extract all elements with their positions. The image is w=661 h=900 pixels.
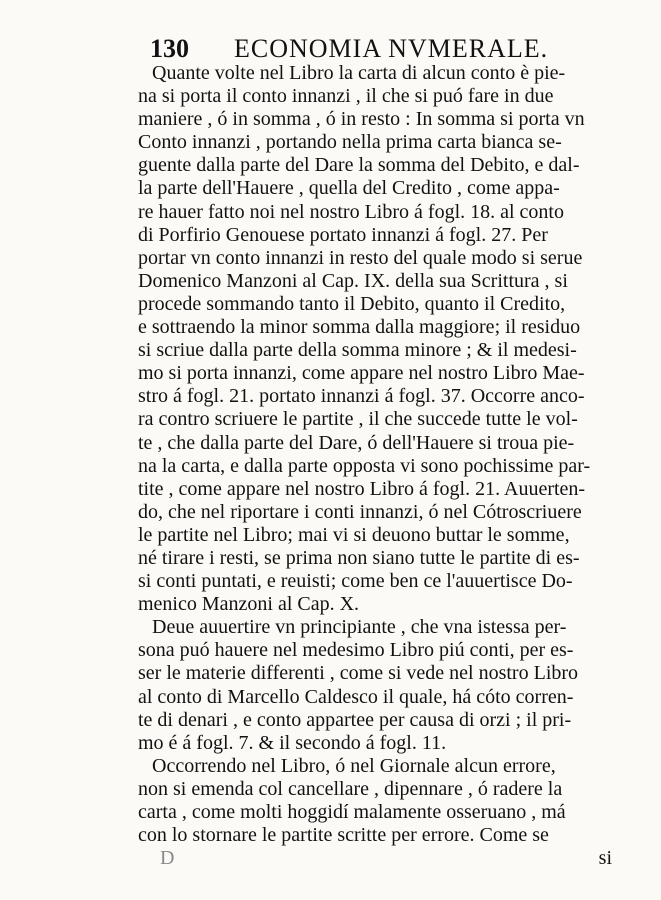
text-line: stro á fogl. 21. portato innanzi á fogl. 37. Occorre anco- — [138, 385, 585, 408]
text-line: carta , come molti hoggidí malamente osseruano , má — [138, 801, 566, 823]
text-line: te , che dalla parte del Dare, ó dell'Hauere si troua pie- — [138, 431, 575, 454]
text-line: ra contro scriuere le partite , il che succede tutte le vol- — [138, 408, 578, 431]
text-line: né tirare i resti, se prima non siano tutte le partite di es- — [138, 546, 580, 569]
text-line: mo si porta innanzi, come appare nel nostro Libro Mae- — [138, 362, 585, 385]
text-line: si scriue dalla parte della somma minore ; & il medesi- — [138, 339, 577, 362]
text-line: na si porta il conto innanzi , il che si puó fare in due — [138, 85, 554, 108]
text-line: Deue auuertire vn principiante , che vna istessa per- — [152, 616, 567, 639]
text-line: do, che nel riportare i conti innanzi, ó nel Cótroscriuere — [138, 500, 582, 523]
text-line: si conti puntati, e reuisti; come ben ce l'auuertisce Do- — [138, 570, 573, 593]
text-line: te di denari , e conto appartee per causa di orzi ; il pri- — [138, 708, 572, 731]
text-line: Conto innanzi , portando nella prima carta bianca se- — [138, 131, 562, 154]
text-line: sona puó hauere nel medesimo Libro piú conti, per es- — [138, 639, 574, 662]
text-line: Occorrendo nel Libro, ó nel Giornale alcun errore, — [152, 754, 556, 777]
signature-mark: D — [160, 847, 179, 869]
page-number: 130 — [150, 34, 189, 63]
page-footer — [160, 843, 630, 873]
text-line: Quante volte nel Libro la carta di alcun conto è pie- — [152, 62, 566, 84]
catchword: si — [598, 847, 612, 869]
text-line: portar vn conto innanzi in resto del quale modo si serue — [138, 246, 583, 269]
body-text — [138, 62, 624, 847]
text-line: procede sommando tanto il Debito, quanto il Credito, — [138, 292, 566, 315]
text-line: tite , come appare nel nostro Libro á fogl. 21. Auuerten- — [138, 477, 586, 500]
text-line: menico Manzoni al Cap. X. — [138, 593, 360, 616]
text-line: guente dalla parte del Dare la somma del Debito, e dal- — [138, 154, 580, 177]
text-line: e sottraendo la minor somma dalla maggiore; il residuo — [138, 316, 581, 339]
text-line: le partite nel Libro; mai vi si deuono buttar le somme, — [138, 523, 570, 546]
text-line: ser le materie differenti , come si vede nel nostro Libro — [138, 662, 579, 685]
text-line: Domenico Manzoni al Cap. IX. della sua Scrittura , si — [138, 269, 568, 292]
text-line: na la carta, e dalla parte opposta vi sono pochissime par- — [138, 454, 591, 477]
text-line: mo é á fogl. 7. & il secondo á fogl. 11. — [138, 731, 447, 754]
text-line: di Porfirio Genouese portato innanzi á fogl. 27. Per — [138, 223, 548, 246]
text-line: re hauer fatto noi nel nostro Libro á fogl. 18. al conto — [138, 200, 564, 223]
text-line: non si emenda col cancellare , dipennare , ó radere la — [138, 777, 563, 800]
text-line: maniere , ó in somma , ó in resto : In somma si porta vn — [138, 108, 585, 131]
page-header — [150, 32, 549, 66]
text-line: la parte dell'Hauere , quella del Credito , come appa- — [138, 177, 560, 200]
running-title: ECONOMIA NVMERALE. — [234, 34, 549, 63]
text-line: al conto di Marcello Caldesco il quale, há cóto corren- — [138, 685, 574, 708]
text-line: con lo stornare le partite scritte per errore. Come se — [138, 824, 549, 847]
